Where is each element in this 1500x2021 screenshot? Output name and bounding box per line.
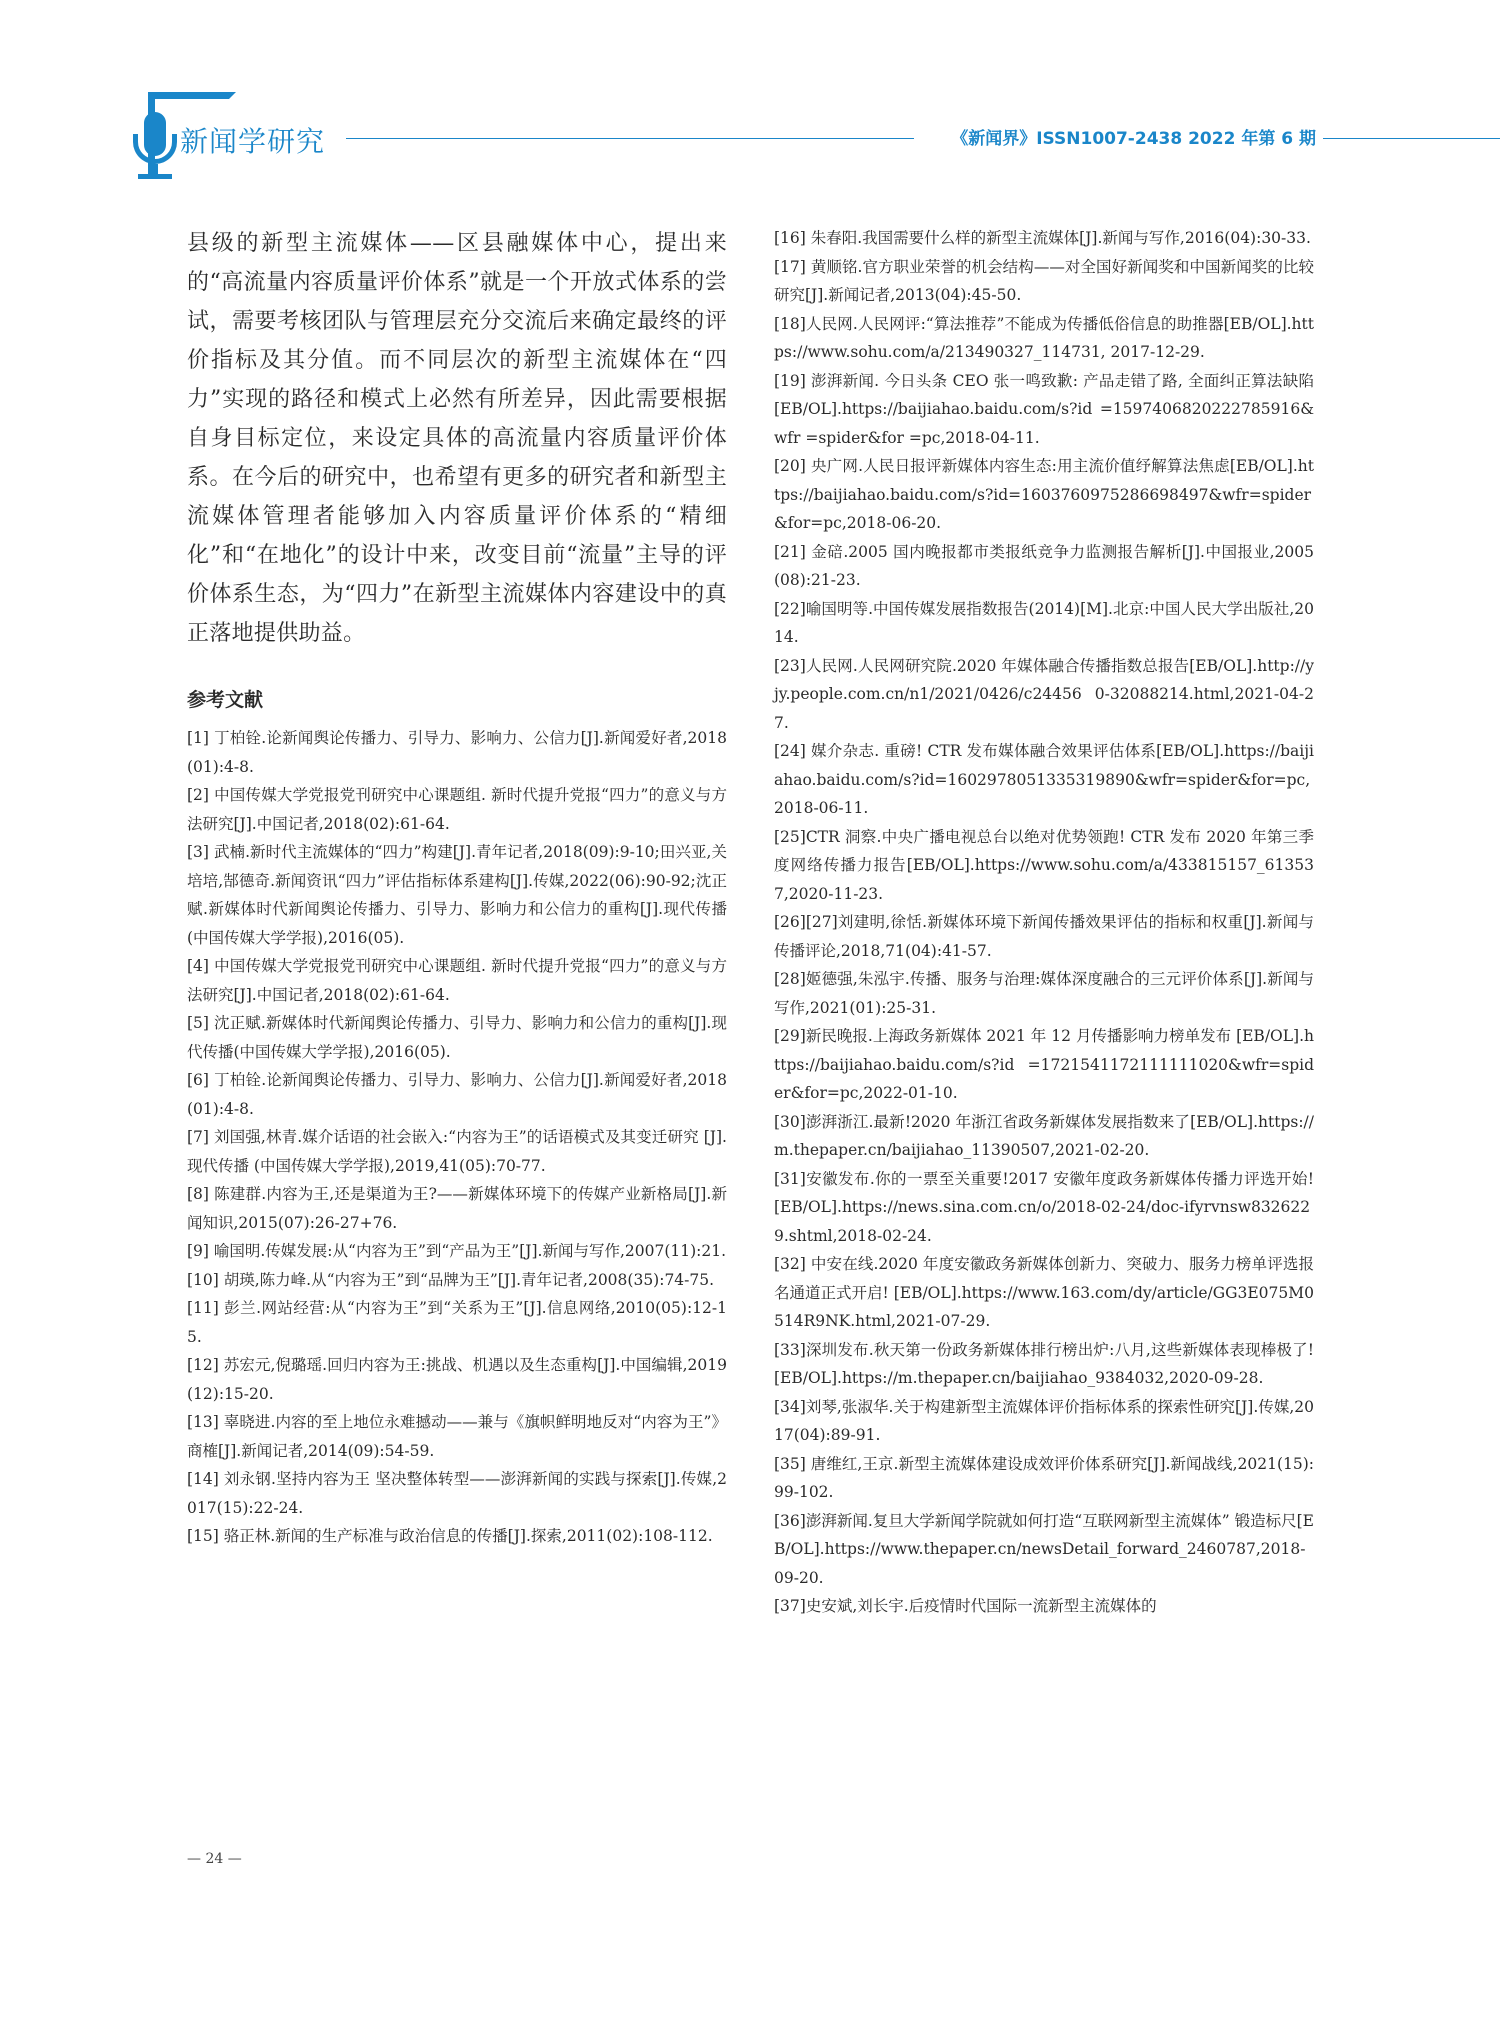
reference-list-right [774, 224, 1314, 1621]
header-rule-right [1323, 138, 1500, 139]
reference-item: [2] 中国传媒大学党报党刊研究中心课题组. 新时代提升党报“四力”的意义与方法研究[J].中国记者,2018(02):61-64. [187, 786, 727, 833]
reference-item: [9] 喻国明.传媒发展:从“内容为王”到“产品为王”[J].新闻与写作,2007(11):21. [187, 1242, 727, 1260]
reference-item: [11] 彭兰.网站经营:从“内容为王”到“关系为王”[J].信息网络,2010(05):12-15. [187, 1299, 727, 1346]
reference-item: [28]姬德强,朱泓宇.传播、服务与治理:媒体深度融合的三元评价体系[J].新闻与写作,2021(01):25-31. [774, 970, 1314, 1017]
reference-item: [30]澎湃浙江.最新!2020 年浙江省政务新媒体发展指数来了[EB/OL].https://m.thepaper.cn/baijiahao_11390507,2021-02-20. [774, 1112, 1314, 1159]
reference-item: [24] 媒介杂志. 重磅! CTR 发布媒体融合效果评估体系[EB/OL].https://baijiahao.baidu.com/s?id=1602978051335319890&wfr=spider&for=pc,2018-06-11. [774, 742, 1314, 817]
reference-list-left [187, 724, 727, 1551]
section-brand: 新闻学研究 [180, 125, 326, 158]
reference-item: [1] 丁柏铨.论新闻舆论传播力、引导力、影响力、公信力[J].新闻爱好者,2018(01):4-8. [187, 729, 727, 776]
reference-item: [35] 唐维红,王京.新型主流媒体建设成效评价体系研究[J].新闻战线,2021(15):99-102. [774, 1454, 1314, 1501]
reference-item: [21] 金碚.2005 国内晚报都市类报纸竞争力监测报告解析[J].中国报业,2005(08):21-23. [774, 542, 1314, 589]
header-rule-left [346, 138, 914, 139]
reference-item: [22]喻国明等.中国传媒发展指数报告(2014)[M].北京:中国人民大学出版社,2014. [774, 599, 1314, 646]
reference-item: [13] 辜晓进.内容的至上地位永难撼动——兼与《旗帜鲜明地反对“内容为王”》商榷[J].新闻记者,2014(09):54-59. [187, 1413, 727, 1460]
reference-item: [6] 丁柏铨.论新闻舆论传播力、引导力、影响力、公信力[J].新闻爱好者,2018(01):4-8. [187, 1071, 727, 1118]
reference-item: [7] 刘国强,林青.媒介话语的社会嵌入:“内容为王”的话语模式及其变迁研究 [J]. 现代传播 (中国传媒大学学报),2019,41(05):70-77. [187, 1128, 727, 1175]
reference-item: [17] 黄顺铭.官方职业荣誉的机会结构——对全国好新闻奖和中国新闻奖的比较研究[J].新闻记者,2013(04):45-50. [774, 257, 1314, 304]
reference-item: [12] 苏宏元,倪璐瑶.回归内容为王:挑战、机遇以及生态重构[J].中国编辑,2019(12):15-20. [187, 1356, 727, 1403]
body-paragraph: 县级的新型主流媒体——区县融媒体中心，提出来的“高流量内容质量评价体系”就是一个开放式体系的尝试，需要考核团队与管理层充分交流后来确定最终的评价指标及其分值。而不同层次的新型主流媒体在“四力”实现的路径和模式上必然有所差异，因此需要根据自身目标定位，来设定具体的高流量内容质量评价体系。在今后的研究中，也希望有更多的研究者和新型主流媒体管理者能够加入内容质量评价体系的“精细化”和“在地化”的设计中来，改变目前“流量”主导的评价体系生态，为“四力”在新型主流媒体内容建设中的真正落地提供助益。 [187, 231, 727, 646]
reference-item: [25]CTR 洞察.中央广播电视总台以绝对优势领跑! CTR 发布 2020 年第三季度网络传播力报告[EB/OL].https://www.sohu.com/a/433815157_613537,2020-11-23. [774, 827, 1314, 903]
reference-item: [23]人民网.人民网研究院.2020 年媒体融合传播指数总报告[EB/OL].http://yjy.people.com.cn/n1/2021/0426/c24456 0-32088214.html,2021-04-27. [774, 656, 1314, 732]
reference-item: [16] 朱春阳.我国需要什么样的新型主流媒体[J].新闻与写作,2016(04):30-33. [774, 229, 1311, 247]
reference-item: [14] 刘永钢.坚持内容为王 坚决整体转型——澎湃新闻的实践与探索[J].传媒,2017(15):22-24. [187, 1470, 727, 1517]
reference-item: [34]刘琴,张淑华.关于构建新型主流媒体评价指标体系的探索性研究[J].传媒,2017(04):89-91. [774, 1397, 1314, 1444]
reference-item: [26][27]刘建明,徐恬.新媒体环境下新闻传播效果评估的指标和权重[J].新闻与传播评论,2018,71(04):41-57. [774, 913, 1314, 960]
reference-item: [31]安徽发布.你的一票至关重要!2017 安徽年度政务新媒体传播力评选开始! [EB/OL].https://news.sina.com.cn/o/2018-02-24/doc-ifyrvnsw8326229.shtml,2018-02-24. [774, 1169, 1314, 1245]
reference-item: [10] 胡瑛,陈力峰.从“内容为王”到“品牌为王”[J].青年记者,2008(35):74-75. [187, 1270, 715, 1289]
reference-item: [19] 澎湃新闻. 今日头条 CEO 张一鸣致歉: 产品走错了路, 全面纠正算法缺陷[EB/OL].https://baijiahao.baidu.com/s?id =1597406820222785916&wfr =spider&for =pc,2018-04-11. [774, 371, 1314, 447]
left-column [187, 224, 727, 1551]
reference-item: [3] 武楠.新时代主流媒体的“四力”构建[J].青年记者,2018(09):9-10;田兴亚,关培培,郜德奇.新闻资讯“四力”评估指标体系建构[J].传媒,2022(06):90-92;沈正赋.新媒体时代新闻舆论传播力、引导力、影响力和公信力的重构[J].现代传播(中国传媒大学学报),2016(05). [187, 843, 727, 947]
page-header [0, 0, 1500, 200]
reference-item: [20] 央广网.人民日报评新媒体内容生态:用主流价值纾解算法焦虑[EB/OL].https://baijiahao.baidu.com/s?id=1603760975286698497&wfr=spider&for=pc,2018-06-20. [774, 457, 1314, 532]
page-number: — 24 — [187, 1851, 242, 1867]
reference-item: [18]人民网.人民网评:“算法推荐”不能成为传播低俗信息的助推器[EB/OL].https://www.sohu.com/a/213490327_114731, 2017-12-29. [774, 314, 1314, 361]
reference-item: [33]深圳发布.秋天第一份政务新媒体排行榜出炉:八月,这些新媒体表现棒极了! [EB/OL].https://m.thepaper.cn/baijiahao_9384032,2020-09-28. [774, 1340, 1314, 1387]
right-column [774, 224, 1314, 1621]
reference-item: [37]史安斌,刘长宇.后疫情时代国际一流新型主流媒体的 [774, 1597, 1157, 1615]
reference-item: [15] 骆正林.新闻的生产标准与政治信息的传播[J].探索,2011(02):108-112. [187, 1527, 713, 1545]
reference-item: [32] 中安在线.2020 年度安徽政务新媒体创新力、突破力、服务力榜单评选报名通道正式开启! [EB/OL].https://www.163.com/dy/article/GG3E075M0514R9NK.html,2021-07-29. [774, 1255, 1314, 1330]
reference-item: [29]新民晚报.上海政务新媒体 2021 年 12 月传播影响力榜单发布 [EB/OL].https://baijiahao.baidu.com/s?id =1721541172111111020&wfr=spider&for=pc,2022-01-10. [774, 1027, 1314, 1102]
reference-item: [8] 陈建群.内容为王,还是渠道为王?——新媒体环境下的传媒产业新格局[J].新闻知识,2015(07):26-27+76. [187, 1185, 727, 1232]
reference-item: [36]澎湃新闻.复旦大学新闻学院就如何打造“互联网新型主流媒体” 锻造标尺[EB/OL].https://www.thepaper.cn/newsDetail_forward_2460787,2018-09-20. [774, 1511, 1314, 1587]
references-title: 参考文献 [187, 689, 264, 711]
reference-item: [4] 中国传媒大学党报党刊研究中心课题组. 新时代提升党报“四力”的意义与方法研究[J].中国记者,2018(02):61-64. [187, 957, 727, 1004]
journal-info: 《新闻界》ISSN1007-2438 2022 年第 6 期 [951, 129, 1316, 149]
reference-item: [5] 沈正赋.新媒体时代新闻舆论传播力、引导力、影响力和公信力的重构[J].现代传播(中国传媒大学学报),2016(05). [187, 1014, 727, 1061]
